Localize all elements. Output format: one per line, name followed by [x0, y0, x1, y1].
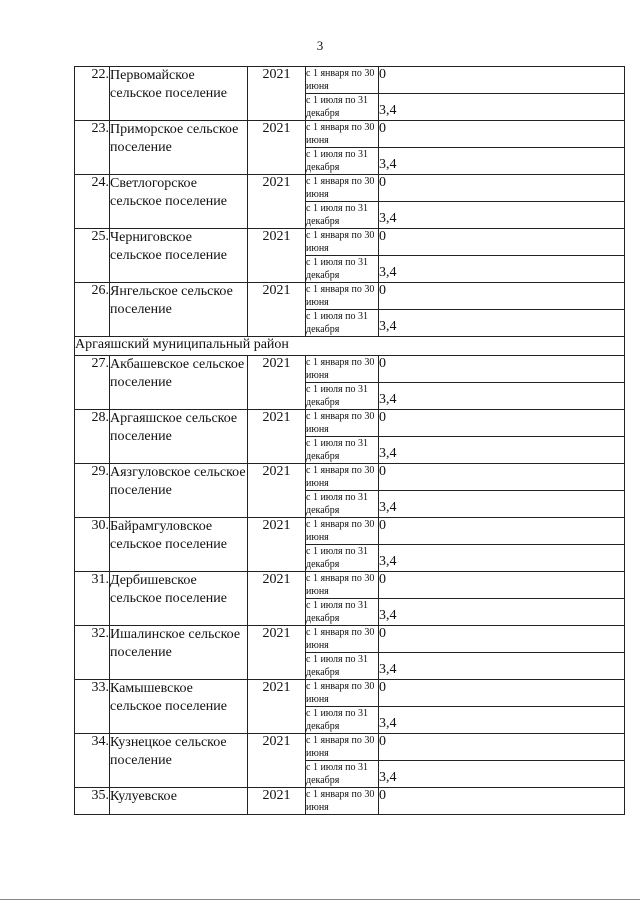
row-number: 23. [75, 121, 110, 175]
year-cell: 2021 [248, 121, 306, 175]
year-cell: 2021 [248, 464, 306, 518]
rate-first-half: 0 [379, 626, 625, 653]
period-second-half: с 1 июля по 31 декабря [306, 202, 379, 229]
period-second-half: с 1 июля по 31 декабря [306, 491, 379, 518]
row-number: 26. [75, 283, 110, 337]
tax-rate-table [74, 66, 625, 815]
rate-first-half: 0 [379, 464, 625, 491]
row-number: 30. [75, 518, 110, 572]
table-row [75, 356, 625, 383]
year-cell: 2021 [248, 283, 306, 337]
row-number: 25. [75, 229, 110, 283]
period-first-half: с 1 января по 30 июня [306, 175, 379, 202]
period-second-half: с 1 июля по 31 декабря [306, 653, 379, 680]
period-second-half: с 1 июля по 31 декабря [306, 148, 379, 175]
table-row [75, 175, 625, 202]
settlement-name: Первомайское сельское поселение [110, 67, 248, 121]
settlement-name: Кулуевское [110, 788, 248, 815]
year-cell: 2021 [248, 788, 306, 815]
settlement-name: Черниговское сельское поселение [110, 229, 248, 283]
rate-second-half: 3,4 [379, 148, 625, 175]
rate-first-half: 0 [379, 283, 625, 310]
footer-divider [0, 899, 640, 900]
period-first-half: с 1 января по 30 июня [306, 410, 379, 437]
settlement-name: Светлогорское сельское поселение [110, 175, 248, 229]
table-row [75, 121, 625, 148]
year-cell: 2021 [248, 67, 306, 121]
period-first-half: с 1 января по 30 июня [306, 121, 379, 148]
settlement-name: Аргаяшское сельское поселение [110, 410, 248, 464]
table-row [75, 788, 625, 815]
rate-second-half: 3,4 [379, 202, 625, 229]
rate-first-half: 0 [379, 788, 625, 815]
rate-first-half: 0 [379, 175, 625, 202]
rate-second-half: 3,4 [379, 256, 625, 283]
district-section [75, 337, 625, 356]
settlement-name: Ишалинское сельское поселение [110, 626, 248, 680]
period-first-half: с 1 января по 30 июня [306, 229, 379, 256]
year-cell: 2021 [248, 680, 306, 734]
period-second-half: с 1 июля по 31 декабря [306, 256, 379, 283]
district-header: Аргаяшский муниципальный район [75, 337, 625, 356]
year-cell: 2021 [248, 229, 306, 283]
rate-first-half: 0 [379, 734, 625, 761]
settlement-name: Камышевское сельское поселение [110, 680, 248, 734]
table-row [75, 67, 625, 94]
period-second-half: с 1 июля по 31 декабря [306, 761, 379, 788]
period-first-half: с 1 января по 30 июня [306, 626, 379, 653]
year-cell: 2021 [248, 626, 306, 680]
period-first-half: с 1 января по 30 июня [306, 518, 379, 545]
settlement-name: Кузнецкое сельское поселение [110, 734, 248, 788]
row-number: 31. [75, 572, 110, 626]
rate-second-half: 3,4 [379, 94, 625, 121]
year-cell: 2021 [248, 175, 306, 229]
settlement-name: Приморское сельское поселение [110, 121, 248, 175]
period-first-half: с 1 января по 30 июня [306, 734, 379, 761]
rate-first-half: 0 [379, 67, 625, 94]
period-first-half: с 1 января по 30 июня [306, 680, 379, 707]
row-number: 24. [75, 175, 110, 229]
rate-first-half: 0 [379, 356, 625, 383]
rate-first-half: 0 [379, 121, 625, 148]
year-cell: 2021 [248, 734, 306, 788]
table-row [75, 464, 625, 491]
period-second-half: с 1 июля по 31 декабря [306, 545, 379, 572]
rate-second-half: 3,4 [379, 491, 625, 518]
district-header-row [75, 337, 625, 356]
rate-first-half: 0 [379, 410, 625, 437]
rate-second-half: 3,4 [379, 599, 625, 626]
table-row [75, 283, 625, 310]
period-first-half: с 1 января по 30 июня [306, 572, 379, 599]
table-row [75, 680, 625, 707]
row-number: 34. [75, 734, 110, 788]
year-cell: 2021 [248, 410, 306, 464]
period-second-half: с 1 июля по 31 декабря [306, 437, 379, 464]
period-first-half: с 1 января по 30 июня [306, 464, 379, 491]
year-cell: 2021 [248, 518, 306, 572]
period-second-half: с 1 июля по 31 декабря [306, 707, 379, 734]
rate-second-half: 3,4 [379, 437, 625, 464]
rate-second-half: 3,4 [379, 545, 625, 572]
row-number: 35. [75, 788, 110, 815]
settlements-section-1 [75, 67, 625, 337]
period-first-half: с 1 января по 30 июня [306, 356, 379, 383]
row-number: 33. [75, 680, 110, 734]
period-second-half: с 1 июля по 31 декабря [306, 310, 379, 337]
page-number: 3 [316, 38, 324, 53]
rate-second-half: 3,4 [379, 761, 625, 788]
rate-second-half: 3,4 [379, 653, 625, 680]
period-first-half: с 1 января по 30 июня [306, 283, 379, 310]
rate-second-half: 3,4 [379, 707, 625, 734]
table-row [75, 572, 625, 599]
table-row [75, 734, 625, 761]
table-row [75, 229, 625, 256]
table-row [75, 626, 625, 653]
settlement-name: Акбашевское сельское поселение [110, 356, 248, 410]
period-second-half: с 1 июля по 31 декабря [306, 94, 379, 121]
row-number: 32. [75, 626, 110, 680]
year-cell: 2021 [248, 572, 306, 626]
period-second-half: с 1 июля по 31 декабря [306, 383, 379, 410]
rate-second-half: 3,4 [379, 383, 625, 410]
rate-first-half: 0 [379, 229, 625, 256]
settlement-name: Янгельское сельское поселение [110, 283, 248, 337]
rate-first-half: 0 [379, 572, 625, 599]
year-cell: 2021 [248, 356, 306, 410]
rate-second-half: 3,4 [379, 310, 625, 337]
settlements-section-2 [75, 356, 625, 815]
table-row [75, 410, 625, 437]
period-first-half: с 1 января по 30 июня [306, 788, 379, 815]
settlement-name: Аязгуловское сельское поселение [110, 464, 248, 518]
row-number: 29. [75, 464, 110, 518]
period-second-half: с 1 июля по 31 декабря [306, 599, 379, 626]
settlement-name: Байрамгуловское сельское поселение [110, 518, 248, 572]
row-number: 28. [75, 410, 110, 464]
row-number: 27. [75, 356, 110, 410]
row-number: 22. [75, 67, 110, 121]
period-first-half: с 1 января по 30 июня [306, 67, 379, 94]
rate-first-half: 0 [379, 680, 625, 707]
settlement-name: Дербишевское сельское поселение [110, 572, 248, 626]
table-row [75, 518, 625, 545]
rate-first-half: 0 [379, 518, 625, 545]
